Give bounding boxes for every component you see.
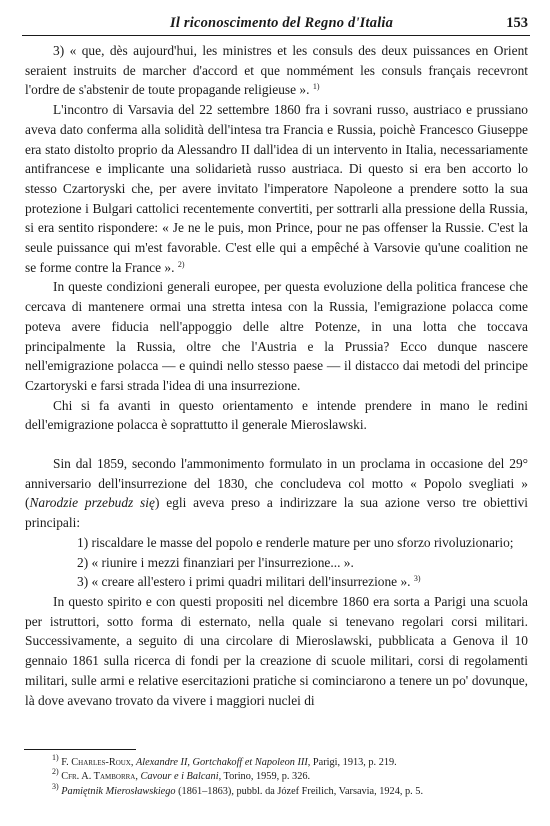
- list-item: 3) « creare all'estero i primi quadri militari dell'insurrezione ». $^{3)}$: [77, 574, 421, 590]
- paragraph: Chi si fa avanti in questo orientamento e intende prendere in mano le redini dell'emigrazione polacca è soprattutto il generale Mieroslawski.: [25, 397, 528, 433]
- list-item: 2) « riunire i mezzi finanziari per l'insurrezione... ».: [77, 554, 354, 570]
- running-header: [22, 13, 530, 33]
- paragraph: 3) « que, dès aujourd'hui, les ministres et les consuls des deux puissances en Orient seraient instruits de marcher d'accord et que nommément les consuls français recevront l'ordre de s'abstenir de toute propagande religieuse ». $^{1)}$: [25, 43, 528, 98]
- footnote: $^{2)}$ Cfr. A. Tamborra, Cavour e i Balcani, Torino, 1959, p. 326.: [52, 767, 311, 783]
- page-number: 153: [506, 15, 528, 31]
- paragraph: L'incontro di Varsavia del 22 settembre 1860 fra i sovrani russo, austriaco e prussiano aveva dato conferma alla solidità dell'intesa tra Francia e Russia, poichè Francesco Giuseppe era stato distolto proprio da Alessandro II dall'idea di un intervento in Italia, necessariamente antifrancese e implicante una solidarietà russo austriaca. Di questo si era ben accorto lo stesso Czartoryski che, per avere invitato l'imperatore Napoleone a prendere sotto la sua protezione i Bulgari cattolici recentemente convertiti, per sottrarli alla pressione della Russia, si era sentito rispondere: « Je ne le puis, mon Prince, pour ne pas offenser la Russie. C'est la seule puissance qui m'est favorable. C'est elle qui a empêché à Varsovie qu'une coalition ne se forme contre la France ». $^{2)}$: [25, 102, 528, 275]
- paragraph: In questo spirito e con questi propositi nel dicembre 1860 era sorta a Parigi una scuola per istruttori, sotto forma di esternato, nella quale si tenevano regolari corsi militari. Successivamente, a seguito di una circolare di Mieroslawski, pubblicata a Genova il 10 gennaio 1861 sulla ricerca di fondi per la creazione di scuole militari, corsi di regolamenti militari, sulle armi e relative esercitazioni pratiche si cominciarono a tenere un po' dovunque, là dove avevano trovato da vivere i maggiori nuclei di: [25, 593, 528, 708]
- footnote: $^{1)}$ F. Charles-Roux, Alexandre II, Gortchakoff et Napoleon III, Parigi, 1913, p. 219.: [52, 753, 397, 768]
- footnote: $^{3)}$ Pamiętnik Mierosławskiego (1861–1863), pubbl. da Józef Freilich, Varsavia, 1924, p. 5.: [52, 781, 424, 797]
- running-title: Il riconoscimento del Regno d'Italia: [170, 15, 394, 31]
- section-gap: [25, 435, 528, 454]
- footnote-ref: 3): [413, 574, 421, 584]
- footnote-ref: 1): [312, 82, 320, 92]
- header-rule: [22, 35, 530, 36]
- body-text: [25, 41, 528, 710]
- footnote-rule: [24, 749, 136, 750]
- paragraph: Sin dal 1859, secondo l'ammonimento formulato in un proclama in occasione del 29° anniversario dell'insurrezione del 1830, che concludeva col motto « Popolo svegliati » (Narodzie przebudz się) egli aveva preso a indirizzare la sua azione verso tre obiettivi principali:: [25, 456, 528, 531]
- footnotes: [24, 753, 528, 799]
- polish-motto: Narodzie przebudz się: [29, 495, 155, 511]
- footnote-ref: 2): [177, 259, 185, 269]
- paragraph: In queste condizioni generali europee, per questa evoluzione della politica francese che cercava di mantenere ormai una stretta intesa con la Russia, l'emigrazione polacca come poteva avere fiducia nell'appoggio delle altre Potenze, in una lotta che toccava principalmente la Russia, oltre che l'Austria e la Prussia? Ecco dunque nascere nell'emigrazione polacca — e quindi nello stesso paese — il distacco dai metodi del principe Czartoryski e farsi strada l'idea di una insurrezione.: [25, 279, 528, 393]
- list-item: 1) riscaldare le masse del popolo e renderle mature per uno sforzo rivoluzionario;: [77, 534, 514, 550]
